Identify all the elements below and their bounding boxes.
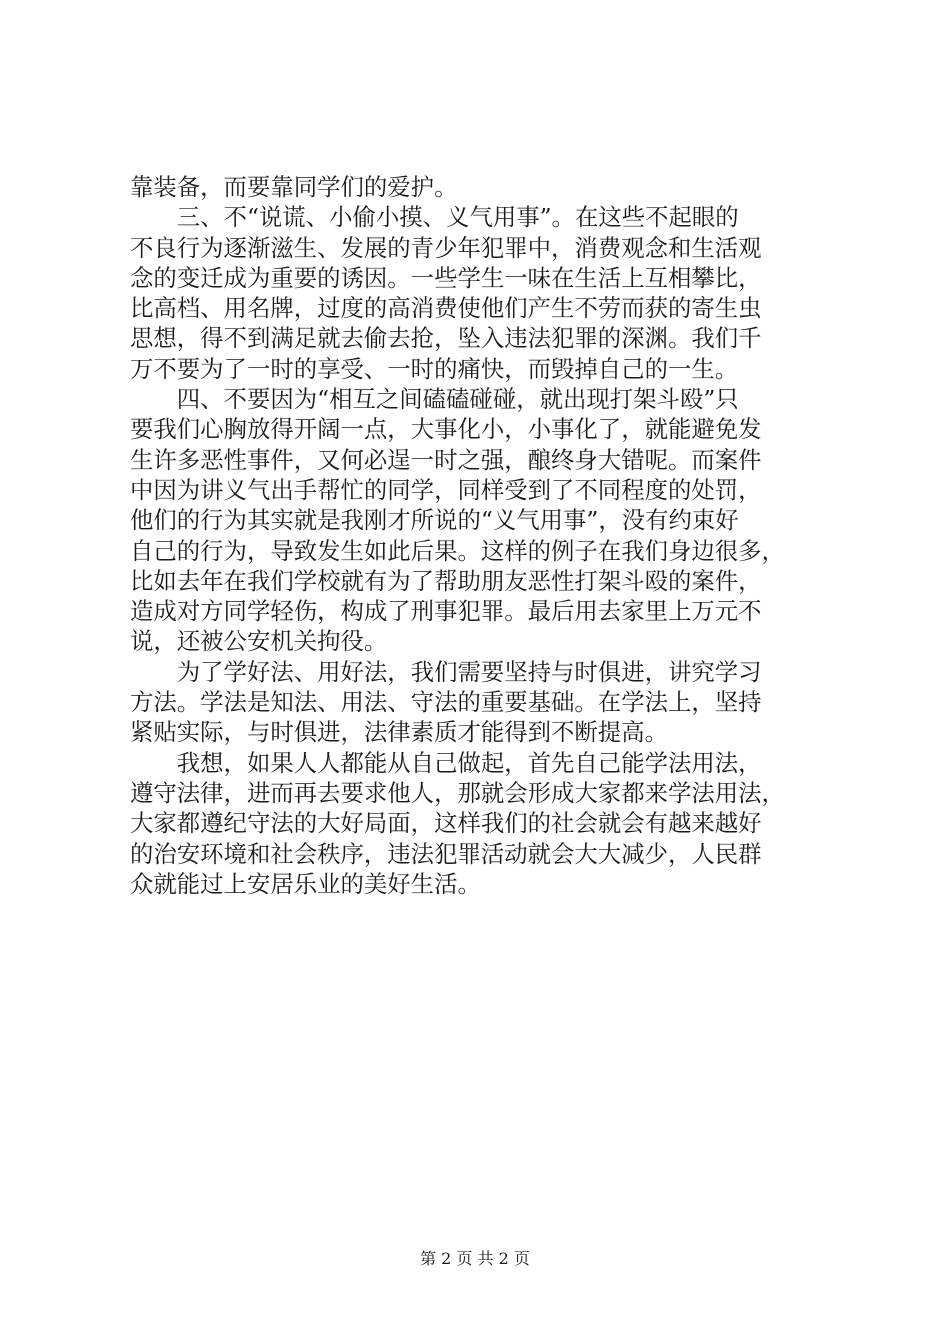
text-line: 不良行为逐渐滋生、发展的青少年犯罪中，消费观念和生活观 [130, 233, 762, 262]
text-line: 要我们心胸放得开阔一点，大事化小，小事化了，就能避免发 [130, 415, 762, 444]
text-line: 众就能过上安居乐业的美好生活。 [130, 869, 481, 898]
text-line: 靠装备，而要靠同学们的爱护。 [130, 173, 458, 201]
text-line: 自己的行为，导致发生如此后果。这样的例子在我们身边很多， [130, 536, 785, 565]
text-line: 比高档、用名牌，过度的高消费使他们产生不劳而获的寄生虫 [130, 294, 762, 323]
text-line: 生许多恶性事件，又何必逞一时之强，酿终身大错呢。而案件 [130, 445, 762, 474]
text-line: 方法。学法是知法、用法、守法的重要基础。在学法上，坚持 [130, 688, 762, 717]
text-line: 遵守法律，进而再去要求他人，那就会形成大家都来学法用法， [130, 778, 785, 807]
text-line: 他们的行为其实就是我刚才所说的“义气用事”，没有约束好 [130, 506, 739, 535]
text-line: 大家都遵纪守法的大好局面，这样我们的社会就会有越来越好 [130, 809, 762, 838]
text-line: 三、不“说谎、小偷小摸、义气用事”。在这些不起眼的 [130, 203, 739, 232]
text-line: 念的变迁成为重要的诱因。一些学生一味在生活上互相攀比， [130, 263, 762, 292]
text-line: 中因为讲义气出手帮忙的同学，同样受到了不同程度的处罚， [130, 475, 762, 504]
text-line: 造成对方同学轻伤，构成了刑事犯罪。最后用去家里上万元不 [130, 597, 762, 626]
text-line: 紧贴实际，与时俱进，法律素质才能得到不断提高。 [130, 718, 668, 747]
text-line: 比如去年在我们学校就有为了帮助朋友恶性打架斗殴的案件， [130, 566, 762, 595]
page-footer: 第 2 页 共 2 页 [420, 1249, 530, 1268]
text-line: 思想，得不到满足就去偷去抢，坠入违法犯罪的深渊。我们千 [130, 324, 762, 353]
text-line: 的治安环境和社会秩序，违法犯罪活动就会大大减少，人民群 [130, 839, 762, 868]
text-line: 为了学好法、用好法，我们需要坚持与时俱进，讲究学习 [130, 657, 762, 686]
text-line: 四、不要因为“相互之间磕磕碰碰，就出现打架斗殴”只 [130, 385, 739, 414]
text-line: 说，还被公安机关拘役。 [130, 627, 388, 656]
text-line: 我想，如果人人都能从自己做起，首先自己能学法用法， [130, 748, 762, 777]
text-line: 万不要为了一时的享受、一时的痛快，而毁掉自己的一生。 [130, 354, 739, 383]
document-body [130, 172, 830, 899]
